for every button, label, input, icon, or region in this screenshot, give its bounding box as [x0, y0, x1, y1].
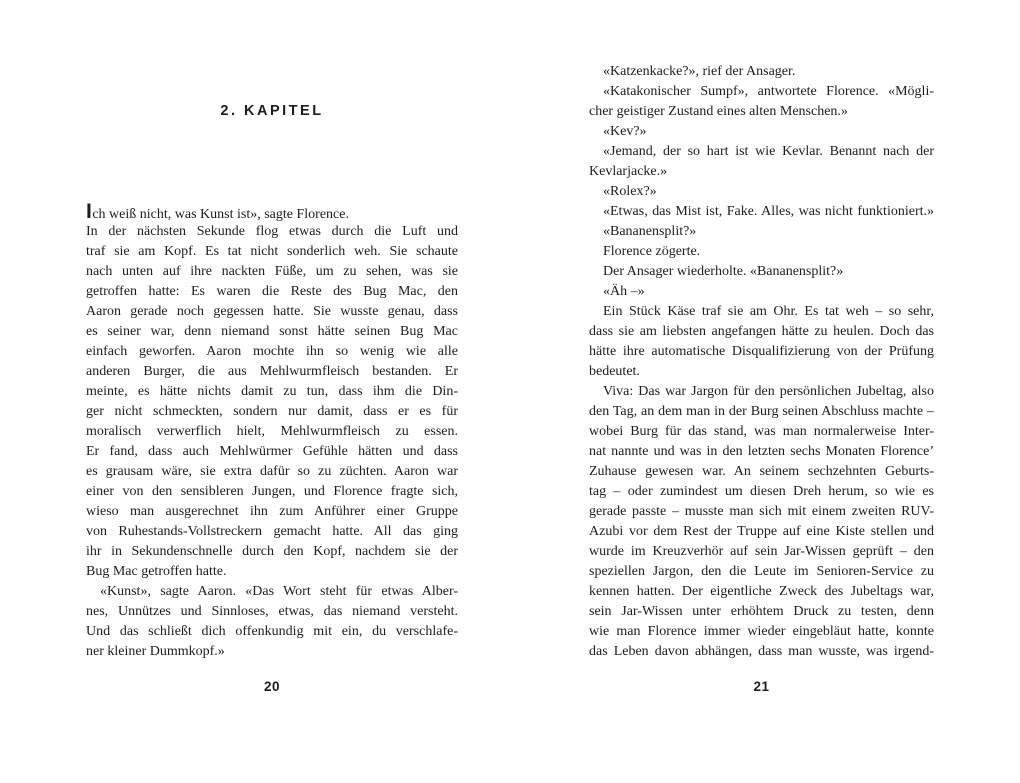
- text-line: getroffen hatte: Es waren die Reste des Bug Mac, den: [86, 284, 458, 299]
- text-line: es seiner war, denn niemand sonst hätte seinen Bug Mac: [86, 324, 458, 339]
- text-line: einer von den sensibleren Jungen, und Florence fragte sich,: [86, 484, 458, 499]
- text-line: «Äh –»: [603, 284, 645, 299]
- initial-letter: I: [86, 200, 93, 223]
- text-line: dass sie am liebsten angefangen hätte zu heulen. Doch das: [589, 324, 934, 339]
- text-line: Und das schließt dich offenkundig mit ein, du verschlafe-: [86, 624, 458, 639]
- text-line: Der Ansager wiederholte. «Bananensplit?»: [603, 264, 844, 279]
- text-line: «Bananensplit?»: [603, 224, 697, 239]
- text-line: «Rolex?»: [603, 184, 657, 199]
- text-line: nat nannte und was in den letzten sechs Monaten Florence’: [589, 444, 934, 459]
- text-line: Bug Mac getroffen hatte.: [86, 564, 227, 579]
- right-page-number: 21: [753, 679, 770, 694]
- text-line: hätte ihre automatische Disqualifizierung von der Prüfung: [589, 344, 934, 359]
- text-line: moralisch verwerflich hielt, Mehlwurmfleisch zu essen.: [86, 424, 458, 439]
- text-line: bedeutet.: [589, 364, 640, 379]
- text-line: «Kev?»: [603, 124, 647, 139]
- text-line: Aaron gerade noch gegessen hatte. Sie wusste genau, dass: [86, 304, 458, 319]
- text-line: In der nächsten Sekunde flog etwas durch die Luft und: [86, 224, 458, 239]
- right-page: [589, 0, 934, 783]
- text-line: Azubi vor dem Rest der Truppe auf eine Kiste stellen und: [589, 524, 934, 539]
- text-line: Kevlarjacke.»: [589, 164, 668, 179]
- text-line: cher geistiger Zustand eines alten Menschen.»: [589, 104, 848, 119]
- text-line: Zuhause gewesen war. An seinem sechzehnten Geburts-: [589, 464, 934, 479]
- text-line: nach unten auf ihre nackten Füße, um zu sehen, was sie: [86, 264, 458, 279]
- text-line: traf sie am Kopf. Es tat nicht sonderlich weh. Sie schaute: [86, 244, 458, 259]
- text-line: das Leben davon abhängen, dass man wusste, was irgend-: [589, 644, 934, 659]
- text-line: ihr in Sekundenschnelle durch den Kopf, nachdem sie der: [86, 544, 458, 559]
- text-line: nes, Unnützes und Sinnloses, etwas, das niemand versteht.: [86, 604, 458, 619]
- text-line: anderen Burger, die aus Mehlwurmfleisch bestanden. Er: [86, 364, 458, 379]
- text-line: «Katakonischer Sumpf», antwortete Florence. «Mögli-: [603, 84, 934, 99]
- text-line: Viva: Das war Jargon für den persönlichen Jubeltag, also: [603, 384, 934, 399]
- text-line: «Katzenkacke?», rief der Ansager.: [603, 64, 796, 79]
- text-line: meinte, es hätte nichts damit zu tun, dass ihm die Din-: [86, 384, 458, 399]
- text-line: «Jemand, der so hart ist wie Kevlar. Benannt nach der: [603, 144, 934, 159]
- text-line: ner kleiner Dummkopf.»: [86, 644, 225, 659]
- text-line: wieso man ausgerechnet ihn zum Anführer einer Gruppe: [86, 504, 458, 519]
- text-line: wobei Burg für das stand, was man normalerweise Inter-: [589, 424, 934, 439]
- chapter-heading: 2. KAPITEL: [220, 103, 324, 119]
- text-line: wurde im Kreuzverhör auf sein Jar-Wissen geprüft – den: [589, 544, 934, 559]
- text-line: den Tag, an dem man in der Burg seinen Abschluss machte –: [589, 404, 934, 419]
- text-line: kennen hatten. Der eigentliche Zweck des Jubeltags war,: [589, 584, 934, 599]
- text-line: von Ruhestands-Vollstreckern gemacht hatte. All das ging: [86, 524, 458, 539]
- text-line: einfach geworfen. Aaron mochte ihn so wenig wie alle: [86, 344, 458, 359]
- text-line: es grausam wäre, sie extra dafür so zu züchten. Aaron war: [86, 464, 458, 479]
- text-line: tag – oder zumindest um diesen Dreh herum, so wie es: [589, 484, 934, 499]
- text-line: wie man Florence immer wieder eingebläut hatte, konnte: [589, 624, 934, 639]
- text-line: Ein Stück Käse traf sie am Ohr. Es tat weh – so sehr,: [603, 304, 934, 319]
- text-line: gerade passte – musste man sich mit einem zweiten RUV-: [589, 504, 934, 519]
- text-line: sein Jar-Wissen unter erhöhtem Druck zu testen, denn: [589, 604, 934, 619]
- text-line: speziellen Jargon, den die Leute im Senioren-Service zu: [589, 564, 934, 579]
- text-line: Ich weiß nicht, was Kunst ist», sagte Florence.: [86, 200, 349, 223]
- left-page-text: [86, 202, 458, 662]
- right-page-text: [589, 62, 934, 662]
- text-line: «Etwas, das Mist ist, Fake. Alles, was nicht funktioniert.»: [603, 204, 934, 219]
- text-line: «Kunst», sagte Aaron. «Das Wort steht für etwas Alber-: [100, 584, 458, 599]
- text-line: Er fand, dass auch Mehlwürmer Gefühle hätten und dass: [86, 444, 458, 459]
- text-line: ger nicht schmeckten, sondern nur damit, dass er es für: [86, 404, 458, 419]
- left-page-number: 20: [263, 679, 281, 694]
- left-page: [86, 0, 458, 783]
- text-line: Florence zögerte.: [603, 244, 701, 259]
